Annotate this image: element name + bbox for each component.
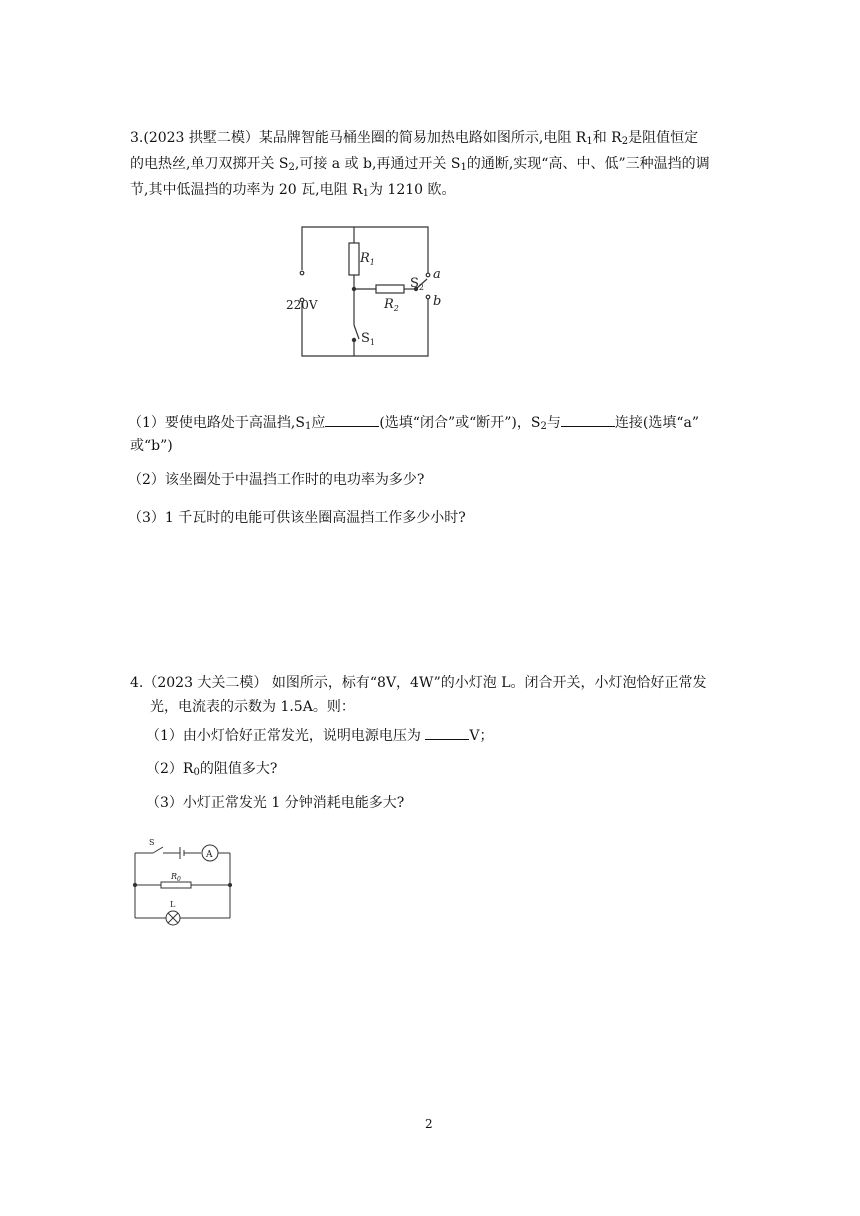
s2-label: $S_2$ <box>410 276 424 292</box>
q3-text-line3: 节,其中低温挡的功率为 20 瓦,电阻 $R_1$为 1210 欧。 <box>130 182 456 199</box>
ammeter-label: A <box>206 850 213 860</box>
q3-part1: （1）要使电路处于高温挡$,S_1$应 (选填“闭合”或“断开”)，$S_2$与 连接(选填“a” <box>128 410 699 435</box>
q3-blank-2[interactable] <box>561 410 615 427</box>
r2-label: $R_2$ <box>384 297 399 313</box>
terminal-a-label: a <box>433 267 441 282</box>
r1-resistor <box>349 243 359 275</box>
q4-part2: $(2)R_0$的阻值多大? <box>146 761 278 778</box>
page-number: 2 <box>425 1117 433 1131</box>
q3-text-line1: 3.(2023 拱墅二模）某品牌智能马桶坐圈的简易加热电路如图所示,电阻 $R_1$和 $R_2$是阻值恒定 <box>130 130 699 147</box>
r0-label: $R_0$ <box>171 872 181 883</box>
q3-part3: （3）1 千瓦时的电能可供该坐圈高温挡工作多少小时? <box>128 510 466 526</box>
s-label: S <box>149 838 155 847</box>
q3-circuit-diagram <box>280 215 450 365</box>
q3-part2: （2）该坐圈处于中温挡工作时的电功率为多少? <box>128 472 425 488</box>
q3-blank-1[interactable] <box>325 410 379 427</box>
voltage-label: 220V <box>286 298 318 312</box>
q4-text-line1: 4.（2023 大关二模） 如图所示，标有“8V，4W”的小灯泡 L。闭合开关，小灯泡恰好正常发 <box>130 675 707 691</box>
s1-label: $S_1$ <box>361 331 375 347</box>
r0-resistor <box>161 882 191 888</box>
q4-circuit-diagram <box>125 835 245 930</box>
q4-blank-1[interactable] <box>425 723 469 740</box>
q4-part1: （1）由小灯恰好正常发光，说明电源电压为 V； <box>146 723 493 748</box>
r1-label: $R_1$ <box>360 251 375 267</box>
q4-text-line2: 光，电流表的示数为 1.5A。则： <box>150 699 355 715</box>
q3-text-line2: 的电热丝,单刀双掷开关 $S_2$,可接 a 或 b,再通过开关 $S_1$的通断,实现“高、中、低”三种温挡的调 <box>130 156 710 173</box>
terminal-b-label: b <box>433 294 442 309</box>
lamp-label: L <box>170 900 176 909</box>
r2-resistor <box>376 285 404 293</box>
q4-part3: （3）小灯正常发光 1 分钟消耗电能多大? <box>146 795 405 811</box>
q3-part1-cont: 或“b”) <box>130 438 173 454</box>
